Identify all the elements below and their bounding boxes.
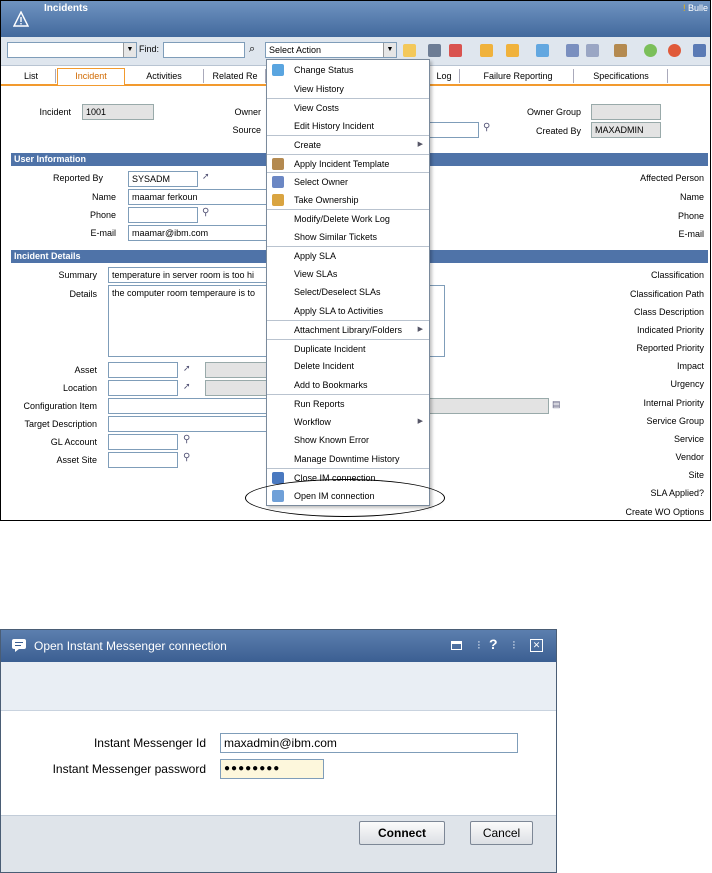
gl-account-input[interactable] [108,434,178,450]
select-action-menu [266,59,430,506]
submenu-arrow-icon: ▶ [417,326,423,333]
asset-site-label: Asset Site [56,455,97,465]
configuration-item-input[interactable] [108,398,268,414]
close-icon[interactable]: ✕ [530,639,543,652]
bulletin-link[interactable]: ! Bulle [682,3,708,13]
im-password-input[interactable]: ●●●●●●●● [220,759,324,779]
menu-item[interactable] [267,191,429,209]
menu-item-label: Apply SLA [294,251,337,261]
status-icon[interactable] [536,44,549,57]
name-input[interactable]: maamar ferkoun [128,189,268,205]
configuration-item-description [429,398,549,414]
im-password-label: Instant Messenger password [52,762,206,776]
user-information-header: User Information [11,153,708,166]
bookmark-icon[interactable] [693,44,706,57]
menu-item[interactable] [267,98,429,116]
details-textarea[interactable]: the computer room temperaure is to [108,285,268,357]
menu-item-label: Select/Deselect SLAs [294,287,381,297]
created-by-input[interactable]: MAXADMIN [591,122,661,138]
gl-account-label: GL Account [50,437,97,447]
im-connection-dialog [0,629,557,873]
tab-failure-reporting[interactable]: Failure Reporting [463,69,574,83]
tab-related-records[interactable]: Related Re [205,69,266,83]
find-input[interactable] [163,42,245,58]
detail-right-label: Service Group [646,416,704,426]
menu-item-label: Modify/Delete Work Log [294,214,390,224]
warning-icon [13,11,29,27]
timer-icon[interactable] [644,44,657,57]
menu-item[interactable] [267,302,429,320]
phone-label: Phone [89,210,116,220]
help-icon[interactable]: ? [489,636,498,652]
asset-site-input[interactable] [108,452,178,468]
tab-log[interactable]: Log [429,69,460,83]
menu-item[interactable] [267,228,429,246]
menu-item-label: Show Similar Tickets [294,231,378,242]
incident-input[interactable]: 1001 [82,104,154,120]
tab-list[interactable]: List [7,69,56,83]
search-icon[interactable]: ⚲ [183,434,191,445]
menu-item[interactable] [267,320,429,338]
query-select[interactable] [7,42,137,58]
source-label: Source [232,125,261,135]
asset-label: Asset [74,365,97,375]
menu-item-label: Add to Bookmarks [294,379,368,390]
people-icon [272,176,284,188]
summary-label: Summary [58,270,97,280]
menu-item-label: View SLAs [294,268,338,279]
menu-item-label: Open IM connection [294,490,375,501]
template-icon [272,158,284,170]
menu-item-label: View Costs [294,103,339,113]
im-id-label: Instant Messenger Id [93,736,206,750]
menu-item-label: Create [294,140,322,150]
menu-item[interactable] [267,431,429,449]
detail-right-label: SLA Applied? [650,488,704,498]
chevron-down-icon: ▼ [123,43,136,57]
menu-item[interactable] [267,394,429,412]
detail-right-label: Classification [650,270,704,280]
asset-description [205,362,267,378]
reported-by-input[interactable]: SYSADM [128,171,198,187]
detail-right-label: Vendor [675,452,704,462]
title-divider: ⁝ [477,638,481,652]
incident-details-header: Incident Details [11,250,708,263]
menu-item[interactable] [267,209,429,227]
source-input[interactable] [429,122,479,138]
stopwatch-icon[interactable] [668,44,681,57]
previous-icon[interactable] [480,44,493,57]
menu-item-label: Apply SLA to Activities [294,305,384,316]
dialog-header-band [1,662,556,711]
list-icon[interactable]: ▤ [552,399,561,409]
owner-group-input[interactable] [591,104,661,120]
details-label: Details [69,289,97,299]
menu-item-label: Run Reports [294,399,345,409]
submenu-arrow-icon: ▶ [417,417,423,425]
menu-item-label: Attachment Library/Folders [294,325,403,335]
phone-input[interactable] [128,207,198,223]
menu-item-label: Duplicate Incident [294,343,366,354]
menu-item-label: Take Ownership [294,194,359,205]
name-label: Name [91,192,116,202]
select-action-label: Select Action [269,45,322,55]
menu-item-label: Manage Downtime History [294,453,400,464]
menu-item[interactable] [267,135,429,153]
ownership-icon [272,194,284,206]
menu-item[interactable] [267,80,429,98]
menu-item-label: Close IM connection [294,473,376,483]
email-label: E-mail [90,228,116,238]
binoculars-icon[interactable]: ⌕ [249,43,256,55]
location-description [205,380,267,396]
menu-item-label: Apply Incident Template [294,158,390,169]
owner-group-label: Owner Group [526,107,581,117]
affected-name-label: Name [679,192,704,202]
document-icon[interactable] [586,44,599,57]
detail-right-label: Create WO Options [625,507,704,517]
configuration-item-label: Configuration Item [23,401,97,411]
chat-icon [11,638,27,653]
detail-right-label: Impact [676,361,704,371]
tab-activities[interactable]: Activities [125,69,204,83]
detail-right-label: Site [688,470,704,480]
menu-item-label: Delete Incident [294,361,355,371]
detail-arrow-icon[interactable]: ➚ [183,363,191,373]
reported-by-label: Reported By [52,173,103,183]
search-icon[interactable]: ⚲ [202,207,210,218]
search-icon[interactable]: ⚲ [183,452,191,463]
location-label: Location [62,383,97,393]
owner-label: Owner [234,107,261,117]
template-icon[interactable] [614,44,627,57]
detail-right-label: Classification Path [629,289,704,299]
restore-icon[interactable] [451,641,462,650]
target-description-input[interactable] [108,416,268,432]
save-icon[interactable] [428,44,441,57]
menu-item[interactable] [267,61,429,79]
created-by-label: Created By [535,126,581,136]
menu-item-label: View History [294,83,344,94]
new-record-icon[interactable] [403,44,416,57]
details-textarea-edge [428,285,445,357]
affected-phone-label: Phone [677,211,704,221]
people-icon[interactable] [566,44,579,57]
submenu-arrow-icon: ▶ [417,141,423,148]
menu-item[interactable] [267,376,429,394]
menu-item-label: Select Owner [294,177,349,187]
select-action-dropdown[interactable] [265,42,397,58]
menu-item[interactable] [267,117,429,135]
asset-input[interactable] [108,362,178,378]
next-icon[interactable] [506,44,519,57]
detail-right-label: Internal Priority [643,398,704,408]
menu-item[interactable] [267,413,429,431]
detail-right-label: Indicated Priority [636,325,704,335]
menu-item[interactable] [267,283,429,301]
menu-item[interactable] [267,246,429,264]
menu-item[interactable] [267,339,429,357]
search-icon[interactable]: ⚲ [483,122,491,133]
bulletin-label: Bulle [687,3,708,13]
im-id-input[interactable]: maxadmin@ibm.com [220,733,518,753]
detail-right-label: Reported Priority [636,343,704,353]
menu-item[interactable] [267,265,429,283]
connect-button[interactable]: Connect [359,821,445,845]
detail-arrow-icon[interactable]: ➚ [202,171,210,181]
chevron-down-icon: ▼ [383,43,396,57]
app-title: Incidents [44,3,88,14]
app-title-bar [1,1,711,37]
status-icon [272,64,284,76]
detail-right-label: Urgency [670,379,704,389]
detail-right-label: Class Description [633,307,704,317]
menu-item-label: Show Known Error [294,435,370,445]
incident-label: Incident [39,107,71,117]
target-description-label: Target Description [24,419,97,429]
cancel-button[interactable]: Cancel [470,821,533,845]
email-input[interactable]: maamar@ibm.com [128,225,268,241]
menu-item[interactable] [267,172,429,190]
menu-item[interactable] [267,357,429,375]
menu-item-label: Edit History Incident [294,120,375,131]
highlight-ellipse [245,479,445,517]
menu-item-label: Workflow [294,416,331,427]
tab-incident[interactable]: Incident [57,68,125,85]
title-divider: ⁝ [512,638,516,652]
location-input[interactable] [108,380,178,396]
menu-item[interactable] [267,154,429,172]
detail-arrow-icon[interactable]: ➚ [183,381,191,391]
dialog-title: Open Instant Messenger connection [34,639,227,653]
clear-icon[interactable] [449,44,462,57]
detail-right-label: Service [673,434,704,444]
find-label: Find: [139,44,160,54]
affected-person-label: Affected Person [640,173,704,183]
menu-item-label: Change Status [294,65,354,75]
menu-item[interactable] [267,450,429,468]
affected-email-label: E-mail [678,229,704,239]
summary-input[interactable]: temperature in server room is too hi [108,267,268,283]
tab-specifications[interactable]: Specifications [575,69,668,83]
